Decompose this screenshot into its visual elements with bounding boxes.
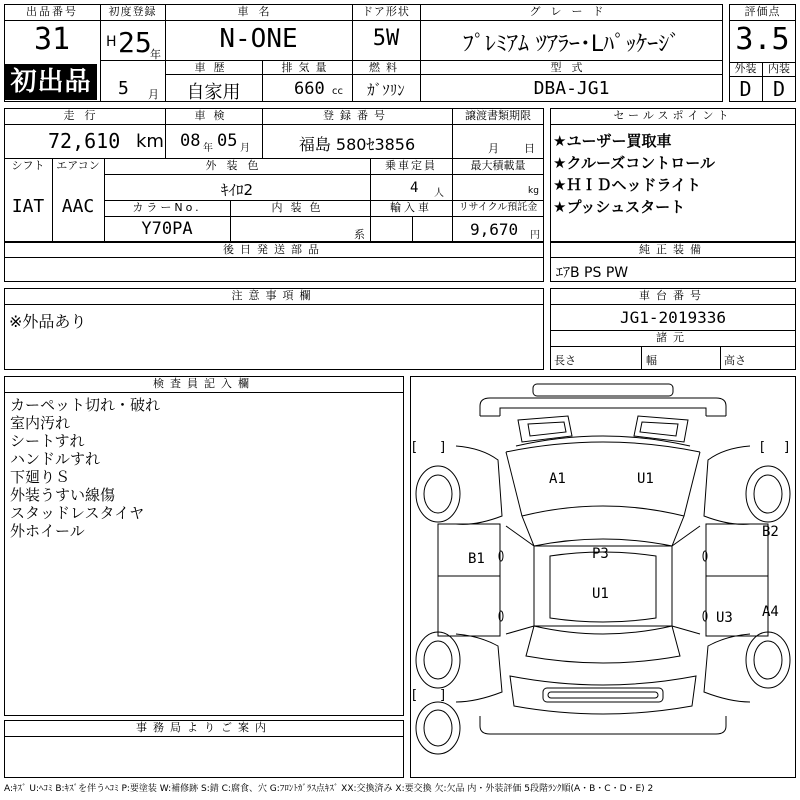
sales-point-item: ★ユーザー買取車 xyxy=(553,132,672,150)
interior-grade-value: D xyxy=(772,77,786,101)
inspection-month: 05 xyxy=(217,131,238,151)
recycle-fee-label: リサイクル預託金 xyxy=(458,202,538,213)
grade-label: グレード xyxy=(529,5,614,18)
fuel-value: ｶﾞｿﾘﾝ xyxy=(367,81,405,99)
bracket-mark: ] xyxy=(784,440,790,455)
bracket-mark: ] xyxy=(440,688,446,703)
bracket-mark: ] xyxy=(440,440,446,455)
chassis-number-label: 車台番号 xyxy=(639,289,707,302)
mileage-unit: km xyxy=(136,131,164,152)
exterior-grade-label: 外装 xyxy=(734,62,757,75)
bracket-mark: [ xyxy=(760,440,766,455)
damage-mark-u3: U3 xyxy=(716,610,733,626)
era-code: H xyxy=(106,34,117,50)
height-label: 高さ xyxy=(724,354,746,367)
damage-mark-b1: B1 xyxy=(468,551,485,567)
color-number-value: Y70PA xyxy=(141,219,193,239)
shift-label: シフト xyxy=(11,159,45,172)
score-label: 評価点 xyxy=(744,5,781,18)
exterior-color-label: 外装色 xyxy=(205,159,269,172)
exterior-grade-value: D xyxy=(739,77,752,101)
recycle-fee-value: 9,670 xyxy=(470,220,519,239)
lot-number-value: 31 xyxy=(33,22,71,57)
transfer-doc-label: 譲渡書類期限 xyxy=(465,109,531,122)
interior-color-label: 内装色 xyxy=(271,201,329,214)
door-type-label: ドア形状 xyxy=(362,5,410,18)
damage-mark-a4: A4 xyxy=(762,604,779,620)
color-number-label: カラーNo. xyxy=(132,201,202,214)
mileage-label: 走行 xyxy=(63,109,106,122)
displacement-label: 排気量 xyxy=(281,61,333,74)
aircon-label: エアコン xyxy=(56,159,100,172)
doc-day-unit: 日 xyxy=(524,142,535,155)
grade-value: ﾌﾟﾚﾐｱﾑ ﾂｱﾗｰ･Lﾊﾟｯｹｰｼﾞ xyxy=(462,32,681,57)
doc-month-unit: 月 xyxy=(488,142,499,155)
recycle-fee-unit: 円 xyxy=(530,230,540,241)
plate-value: 福島 580ｾ3856 xyxy=(298,135,416,154)
displacement-unit: cc xyxy=(332,86,343,97)
inspection-year: 08 xyxy=(180,131,201,151)
fuel-label: 燃料 xyxy=(369,61,403,74)
history-label: 車歴 xyxy=(194,61,233,74)
sales-point-item: ★クルーズコントロール xyxy=(553,154,715,172)
max-load-unit: kg xyxy=(528,186,539,196)
damage-mark-b2: B2 xyxy=(762,524,779,540)
inspector-item: 下廻りＳ xyxy=(10,468,71,486)
notes-label: 注意事項欄 xyxy=(231,289,317,302)
damage-mark-p3: P3 xyxy=(592,546,609,562)
dimensions-label: 諸元 xyxy=(656,331,690,344)
equipment-label: 純正装備 xyxy=(639,243,707,256)
year-unit: 年 xyxy=(150,48,161,61)
capacity-label: 乗車定員 xyxy=(385,159,437,172)
inspector-item: ハンドルすれ xyxy=(10,450,101,468)
width-label: 幅 xyxy=(646,354,657,367)
model-label: 型式 xyxy=(550,61,593,74)
mileage-value: 72,610 xyxy=(48,129,121,153)
displacement-value: 660 xyxy=(294,79,325,99)
car-diagram xyxy=(410,376,796,778)
inspector-item: シートすれ xyxy=(10,432,85,450)
plate-label: 登録番号 xyxy=(323,109,391,122)
first-registration-label: 初度登録 xyxy=(108,5,157,18)
capacity-unit: 人 xyxy=(434,188,444,199)
sales-point-item: ★プッシュスタート xyxy=(553,198,686,216)
chassis-number-value: JG1-2019336 xyxy=(620,308,726,327)
registration-year: 25 xyxy=(118,26,152,59)
inspection-year-unit: 年 xyxy=(203,143,213,154)
car-name-value: N-ONE xyxy=(219,24,298,54)
score-value: 3.5 xyxy=(735,22,790,57)
import-car-label: 輸入車 xyxy=(390,201,432,214)
interior-grade-label: 内装 xyxy=(768,62,790,75)
inspector-item: 外装うすい線傷 xyxy=(10,486,116,504)
later-parts-label: 後日発送部品 xyxy=(223,243,325,256)
registration-month: 5 xyxy=(118,78,129,99)
shift-value: IAT xyxy=(11,196,45,217)
damage-mark-u1-roof: U1 xyxy=(592,586,609,602)
sales-points-label: セールスポイント xyxy=(613,109,733,122)
inspection-month-unit: 月 xyxy=(240,143,250,154)
inspection-label: 車検 xyxy=(194,109,233,122)
legend-text: A:ｷｽﾞ U:ﾍｺﾐ B:ｷｽﾞを伴うﾍｺﾐ P:要塗装 W:補修跡 S:錆 C:腐食、穴 G:ﾌﾛﾝﾄｶﾞﾗｽ点ｷｽﾞ XX:交換済み X:要交換 欠:欠品 内・外装評価 5段階ﾗﾝｸ順(A・B・C・D・E) 2 xyxy=(4,784,654,794)
inspector-label: 検査員記入欄 xyxy=(153,377,255,390)
lot-number-label: 出品番号 xyxy=(26,5,78,18)
exterior-color-value: ｷｲﾛ2 xyxy=(220,181,254,199)
inspector-item: 外ホイール xyxy=(10,522,85,540)
inspector-item: 室内汚れ xyxy=(10,414,71,432)
notes-value: ※外品あり xyxy=(9,312,87,331)
max-load-label: 最大積載量 xyxy=(470,159,526,172)
aircon-value: AAC xyxy=(61,196,95,217)
office-label: 事務局よりご案内 xyxy=(136,721,272,734)
inspector-item: スタッドレスタイヤ xyxy=(10,504,145,522)
model-value: DBA-JG1 xyxy=(533,78,610,99)
interior-color-unit: 系 xyxy=(354,228,365,241)
door-type-value: 5W xyxy=(372,26,400,51)
damage-mark-a1: A1 xyxy=(549,471,566,487)
damage-mark-u1-front: U1 xyxy=(637,471,654,487)
length-label: 長さ xyxy=(554,354,576,367)
car-name-label: 車名 xyxy=(237,5,280,18)
month-unit: 月 xyxy=(148,88,159,101)
first-listing-badge: 初出品 xyxy=(5,64,97,100)
equipment-value: ｴｱB PS PW xyxy=(556,265,629,281)
bracket-mark: [ xyxy=(412,688,418,703)
bracket-mark: [ xyxy=(412,440,418,455)
capacity-value: 4 xyxy=(410,180,419,196)
inspector-item: カーペット切れ・破れ xyxy=(10,396,161,414)
sales-point-item: ★ＨＩＤヘッドライト xyxy=(553,176,701,194)
history-value: 自家用 xyxy=(186,82,241,103)
